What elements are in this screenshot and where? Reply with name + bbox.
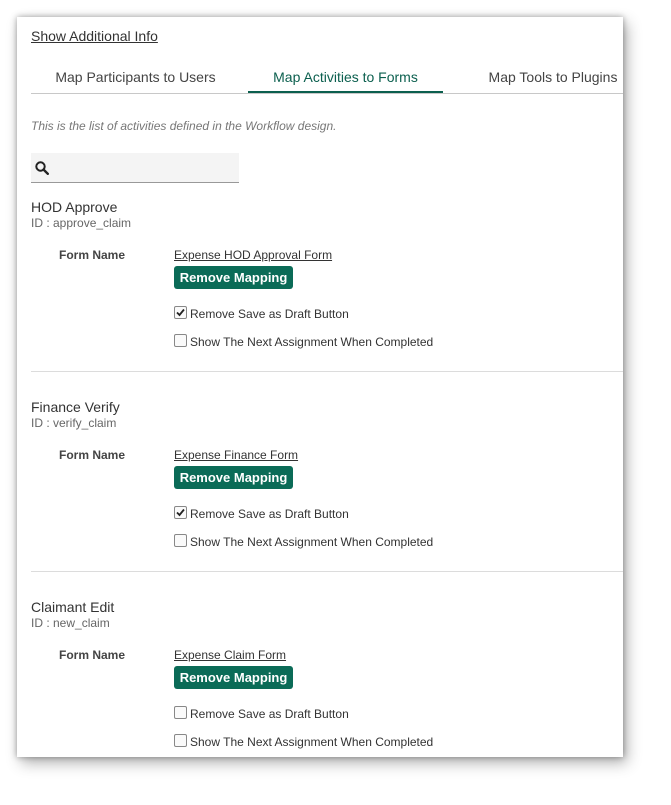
activity-name: Finance Verify: [31, 399, 120, 415]
show-additional-info-link[interactable]: Show Additional Info: [31, 28, 158, 44]
tab-bar: [31, 67, 623, 94]
remove-mapping-button[interactable]: Remove Mapping: [174, 666, 293, 689]
form-name-link[interactable]: Expense Claim Form: [174, 648, 287, 662]
form-name-label: Form Name: [59, 448, 126, 462]
remove-draft-label: Remove Save as Draft Button: [190, 307, 349, 321]
form-name-link[interactable]: Expense HOD Approval Form: [174, 248, 333, 262]
show-next-label: Show The Next Assignment When Completed: [190, 535, 434, 549]
search-icon: [35, 161, 49, 175]
activity-id: ID : approve_claim: [31, 216, 132, 230]
remove-draft-label: Remove Save as Draft Button: [190, 707, 349, 721]
search-input[interactable]: [31, 153, 239, 183]
form-name-link[interactable]: Expense Finance Form: [174, 448, 299, 462]
show-next-checkbox[interactable]: [174, 334, 187, 347]
activity-name: HOD Approve: [31, 199, 118, 215]
activity-name: Claimant Edit: [31, 599, 115, 615]
form-name-label: Form Name: [59, 248, 126, 262]
activities-description: This is the list of activities defined in the Workflow design.: [31, 119, 337, 133]
show-next-checkbox[interactable]: [174, 534, 187, 547]
activity-id: ID : verify_claim: [31, 416, 117, 430]
checkmark-icon: [175, 507, 186, 518]
remove-mapping-button[interactable]: Remove Mapping: [174, 466, 293, 489]
form-name-label: Form Name: [59, 648, 126, 662]
remove-draft-checkbox[interactable]: [174, 506, 187, 519]
tab-map-tools[interactable]: Map Tools to Plugins: [488, 69, 618, 85]
tab-map-activities[interactable]: Map Activities to Forms: [248, 67, 443, 93]
checkmark-icon: [175, 307, 186, 318]
remove-draft-label: Remove Save as Draft Button: [190, 507, 349, 521]
remove-draft-checkbox[interactable]: [174, 706, 187, 719]
tab-map-participants[interactable]: Map Participants to Users: [55, 69, 216, 85]
remove-draft-checkbox[interactable]: [174, 306, 187, 319]
show-next-checkbox[interactable]: [174, 734, 187, 747]
divider: [31, 571, 623, 572]
show-next-label: Show The Next Assignment When Completed: [190, 735, 434, 749]
activity-id: ID : new_claim: [31, 616, 110, 630]
remove-mapping-button[interactable]: Remove Mapping: [174, 266, 293, 289]
show-next-label: Show The Next Assignment When Completed: [190, 335, 434, 349]
workflow-mapping-panel: [17, 17, 623, 757]
divider: [31, 371, 623, 372]
